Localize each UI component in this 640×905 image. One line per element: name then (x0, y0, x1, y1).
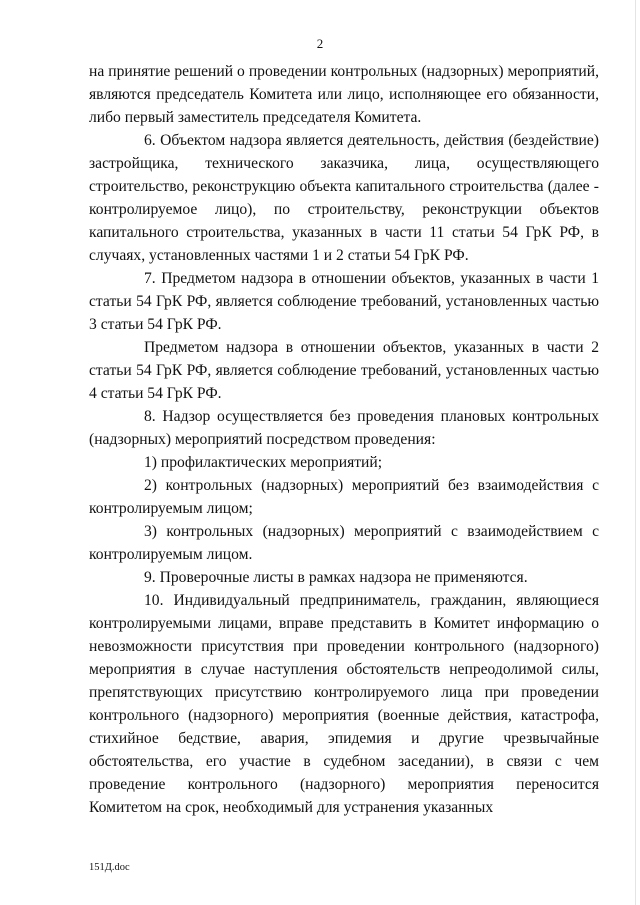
paragraph-item-7: 7. Предметом надзора в отношении объектов, указанных в части 1 статьи 54 ГрК РФ, является соблюдение требований, установленных частью 3 статьи 54 ГрК РФ. (89, 270, 599, 333)
list-item-1: 1) профилактических мероприятий; (144, 454, 383, 471)
list-item-3: 3) контрольных (надзорных) мероприятий с взаимодействием с контролируемым лицом. (89, 523, 599, 563)
paragraph-continuation: на принятие решений о проведении контрольных (надзорных) мероприятий, являются председатель Комитета или лицо, исполняющее его обязанности, либо первый заместитель председателя Комитета. (89, 63, 599, 126)
page-edge-line (635, 0, 636, 905)
paragraph-item-8: 8. Надзор осуществляется без проведения плановых контрольных (надзорных) мероприятий посредством проведения: (89, 408, 599, 448)
paragraph-item-9: 9. Проверочные листы в рамках надзора не применяются. (144, 569, 528, 586)
document-body (89, 60, 599, 819)
paragraph-item-7-part-2: Предметом надзора в отношении объектов, указанных в части 2 статьи 54 ГрК РФ, является соблюдение требований, установленных частью 4 статьи 54 ГрК РФ. (89, 339, 599, 402)
paragraph-item-6: 6. Объектом надзора является деятельность, действия (бездействие) застройщика, технического заказчика, лица, осуществляющего строительство, реконструкцию объекта капитального строительства (далее - контролируемое лицо), по строительству, реконструкции объектов капитального строительства, указанных в части 11 статьи 54 ГрК РФ, в случаях, установленных частями 1 и 2 статьи 54 ГрК РФ. (89, 132, 599, 264)
paragraph-item-10: 10. Индивидуальный предприниматель, гражданин, являющиеся контролируемыми лицами, вправе представить в Комитет информацию о невозможности присутствия при проведении контрольного (надзорного) мероприятия в случае наступления обстоятельств непреодолимой силы, препятствующих присутствию контролируемого лица при проведении контрольного (надзорного) мероприятия (военные действия, катастрофа, стихийное бедствие, авария, эпидемия и другие чрезвычайные обстоятельства, его участие в судебном заседании), в связи с чем проведение контрольного (надзорного) мероприятия переносится Комитетом на срок, необходимый для устранения указанных (89, 592, 599, 816)
list-item-2: 2) контрольных (надзорных) мероприятий без взаимодействия с контролируемым лицом; (89, 477, 599, 517)
file-name-footer: 151Д.doc (89, 862, 130, 873)
page-number: 2 (316, 36, 324, 51)
